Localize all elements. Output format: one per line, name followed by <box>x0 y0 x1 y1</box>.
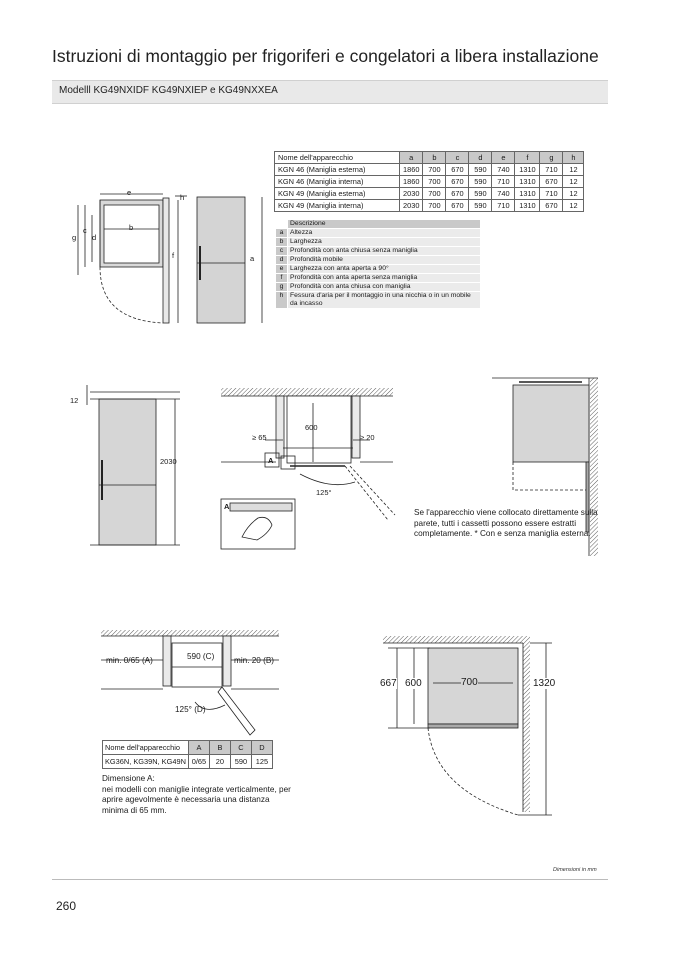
list-item <box>276 283 481 292</box>
fig6-667-label: 667 <box>380 678 397 689</box>
fig3-right-label: ≥ 20 <box>360 433 375 442</box>
cell: 2030 <box>400 200 423 212</box>
cell: 12 <box>563 176 584 188</box>
desc-key: c <box>276 247 288 256</box>
fig5-left-label: min. 0/65 (A) <box>106 656 153 665</box>
fig1-label-f: f <box>172 251 175 260</box>
list-item <box>276 265 481 274</box>
fig5-note-title: Dimensione A: <box>102 774 155 783</box>
desc-value: Profondità con anta chiusa con maniglia <box>288 283 481 292</box>
fig1-label-d: d <box>92 233 97 242</box>
cell: 740 <box>492 164 515 176</box>
t2-col: B <box>209 741 230 755</box>
fig3-angle-label: 125° <box>316 488 332 497</box>
cell: 590 <box>469 200 492 212</box>
desc-value: Profondità con anta aperta senza maniglia <box>288 274 481 283</box>
fig3-left-label: ≥ 65 <box>252 433 267 442</box>
fig1-label-g: g <box>72 233 77 242</box>
fig4-note: Se l'apparecchio viene collocato direttamente sulla parete, tutti i cassetti possono essere estratti completamente. * Con e senza maniglia esterna. <box>414 508 598 538</box>
cell: 0/65 <box>188 755 209 769</box>
cell: 700 <box>423 164 446 176</box>
t2-name-header: Nome dell'apparecchio <box>103 741 189 755</box>
fig3-inset-a-label: A <box>224 502 230 511</box>
t2-col: A <box>188 741 209 755</box>
fig6-1320-label: 1320 <box>533 678 556 689</box>
desc-header: Descrizione <box>288 220 481 229</box>
table-row <box>103 755 273 769</box>
desc-key: f <box>276 274 288 283</box>
row-name: KGN 46 (Maniglia interna) <box>275 176 400 188</box>
niche-table <box>102 740 273 769</box>
dim-col: g <box>540 152 563 164</box>
desc-value: Altezza <box>288 229 481 238</box>
cell: 590 <box>469 164 492 176</box>
desc-key: a <box>276 229 288 238</box>
dim-col: c <box>446 152 469 164</box>
fig1-label-h: h <box>180 193 185 202</box>
cell: 670 <box>446 176 469 188</box>
cell: 1860 <box>400 164 423 176</box>
fig6-corner <box>383 636 552 815</box>
desc-value: Larghezza con anta aperta a 90° <box>288 265 481 274</box>
fig2-gap-label: 12 <box>70 396 79 405</box>
table-row <box>275 176 584 188</box>
fig5-note <box>102 774 292 816</box>
desc-key: d <box>276 256 288 265</box>
cell: 12 <box>563 164 584 176</box>
list-item <box>276 247 481 256</box>
cell: 590 <box>469 176 492 188</box>
dim-col: f <box>515 152 540 164</box>
list-item <box>276 229 481 238</box>
cell: 590 <box>469 188 492 200</box>
fig6-600-label: 600 <box>405 678 422 689</box>
cell: 710 <box>492 200 515 212</box>
model-subtitle: Modelll KG49NXIDF KG49NXIEP e KG49NXXEA <box>59 85 278 96</box>
cell: 1860 <box>400 176 423 188</box>
fig1-top-view <box>78 194 187 323</box>
dim-col: d <box>469 152 492 164</box>
row-name: KGN 49 (Maniglia esterna) <box>275 188 400 200</box>
t2-col: D <box>251 741 272 755</box>
dim-col: h <box>563 152 584 164</box>
fig2-height-label: 2030 <box>160 457 177 466</box>
list-item <box>276 256 481 265</box>
fig5-center-label: 590 (C) <box>187 652 215 661</box>
row-name: KGN 49 (Maniglia interna) <box>275 200 400 212</box>
cell: 12 <box>563 188 584 200</box>
fig3-width-label: 600 <box>305 423 318 432</box>
table-row <box>275 188 584 200</box>
cell: 1310 <box>515 176 540 188</box>
dim-col: e <box>492 152 515 164</box>
cell: 700 <box>423 200 446 212</box>
fig1-label-e: e <box>127 188 132 197</box>
cell: 700 <box>423 176 446 188</box>
description-table <box>275 219 481 309</box>
fig3-niche <box>221 388 395 549</box>
cell: 700 <box>423 188 446 200</box>
desc-key: g <box>276 283 288 292</box>
cell: 670 <box>540 176 563 188</box>
desc-value: Fessura d'aria per il montaggio in una nicchia o in un mobile da incasso <box>288 292 481 309</box>
dim-col: a <box>400 152 423 164</box>
page-title: Istruzioni di montaggio per frigoriferi e congelatori a libera installazione <box>52 46 599 66</box>
desc-key: h <box>276 292 288 309</box>
cell: 1310 <box>515 188 540 200</box>
list-item <box>276 292 481 309</box>
row-name: KGN 46 (Maniglia esterna) <box>275 164 400 176</box>
dim-col: b <box>423 152 446 164</box>
fig5-angle-label: 125° (D) <box>175 705 206 714</box>
cell: 670 <box>446 200 469 212</box>
cell: 710 <box>492 176 515 188</box>
list-item <box>276 238 481 247</box>
cell: 12 <box>563 200 584 212</box>
fig6-700-label: 700 <box>461 677 478 688</box>
cell: 670 <box>446 188 469 200</box>
desc-key: e <box>276 265 288 274</box>
list-item <box>276 274 481 283</box>
desc-value: Profondità mobile <box>288 256 481 265</box>
fig1-label-a: a <box>250 254 255 263</box>
fig5-right-label: min. 20 (B) <box>234 656 275 665</box>
desc-value: Profondità con anta chiusa senza maniglia <box>288 247 481 256</box>
fig3-a-label: A <box>268 456 274 465</box>
table-row <box>275 200 584 212</box>
cell: 710 <box>540 188 563 200</box>
dim-name-header: Nome dell'apparecchio <box>275 152 400 164</box>
fig5-note-body: nei modelli con maniglie integrate verticalmente, per aprire agevolmente è necessaria una distanza minima di 65 mm. <box>102 784 291 815</box>
cell: 2030 <box>400 188 423 200</box>
cell: 670 <box>446 164 469 176</box>
cell: 125 <box>251 755 272 769</box>
fig1-label-c: c <box>83 226 87 235</box>
units-note: Dimensioni in mm <box>553 867 597 873</box>
cell: 1310 <box>515 200 540 212</box>
t2-col: C <box>230 741 251 755</box>
cell: 1310 <box>515 164 540 176</box>
page-number: 260 <box>56 899 77 913</box>
table-row <box>275 164 584 176</box>
desc-value: Larghezza <box>288 238 481 247</box>
row-name: KG36N, KG39N, KG49N <box>103 755 189 769</box>
cell: 20 <box>209 755 230 769</box>
cell: 590 <box>230 755 251 769</box>
footer-divider <box>52 879 608 880</box>
dimension-table <box>274 151 584 212</box>
desc-key: b <box>276 238 288 247</box>
cell: 670 <box>540 200 563 212</box>
cell: 740 <box>492 188 515 200</box>
cell: 710 <box>540 164 563 176</box>
fig1-label-b: b <box>129 223 134 232</box>
fig5-niche <box>101 630 279 735</box>
